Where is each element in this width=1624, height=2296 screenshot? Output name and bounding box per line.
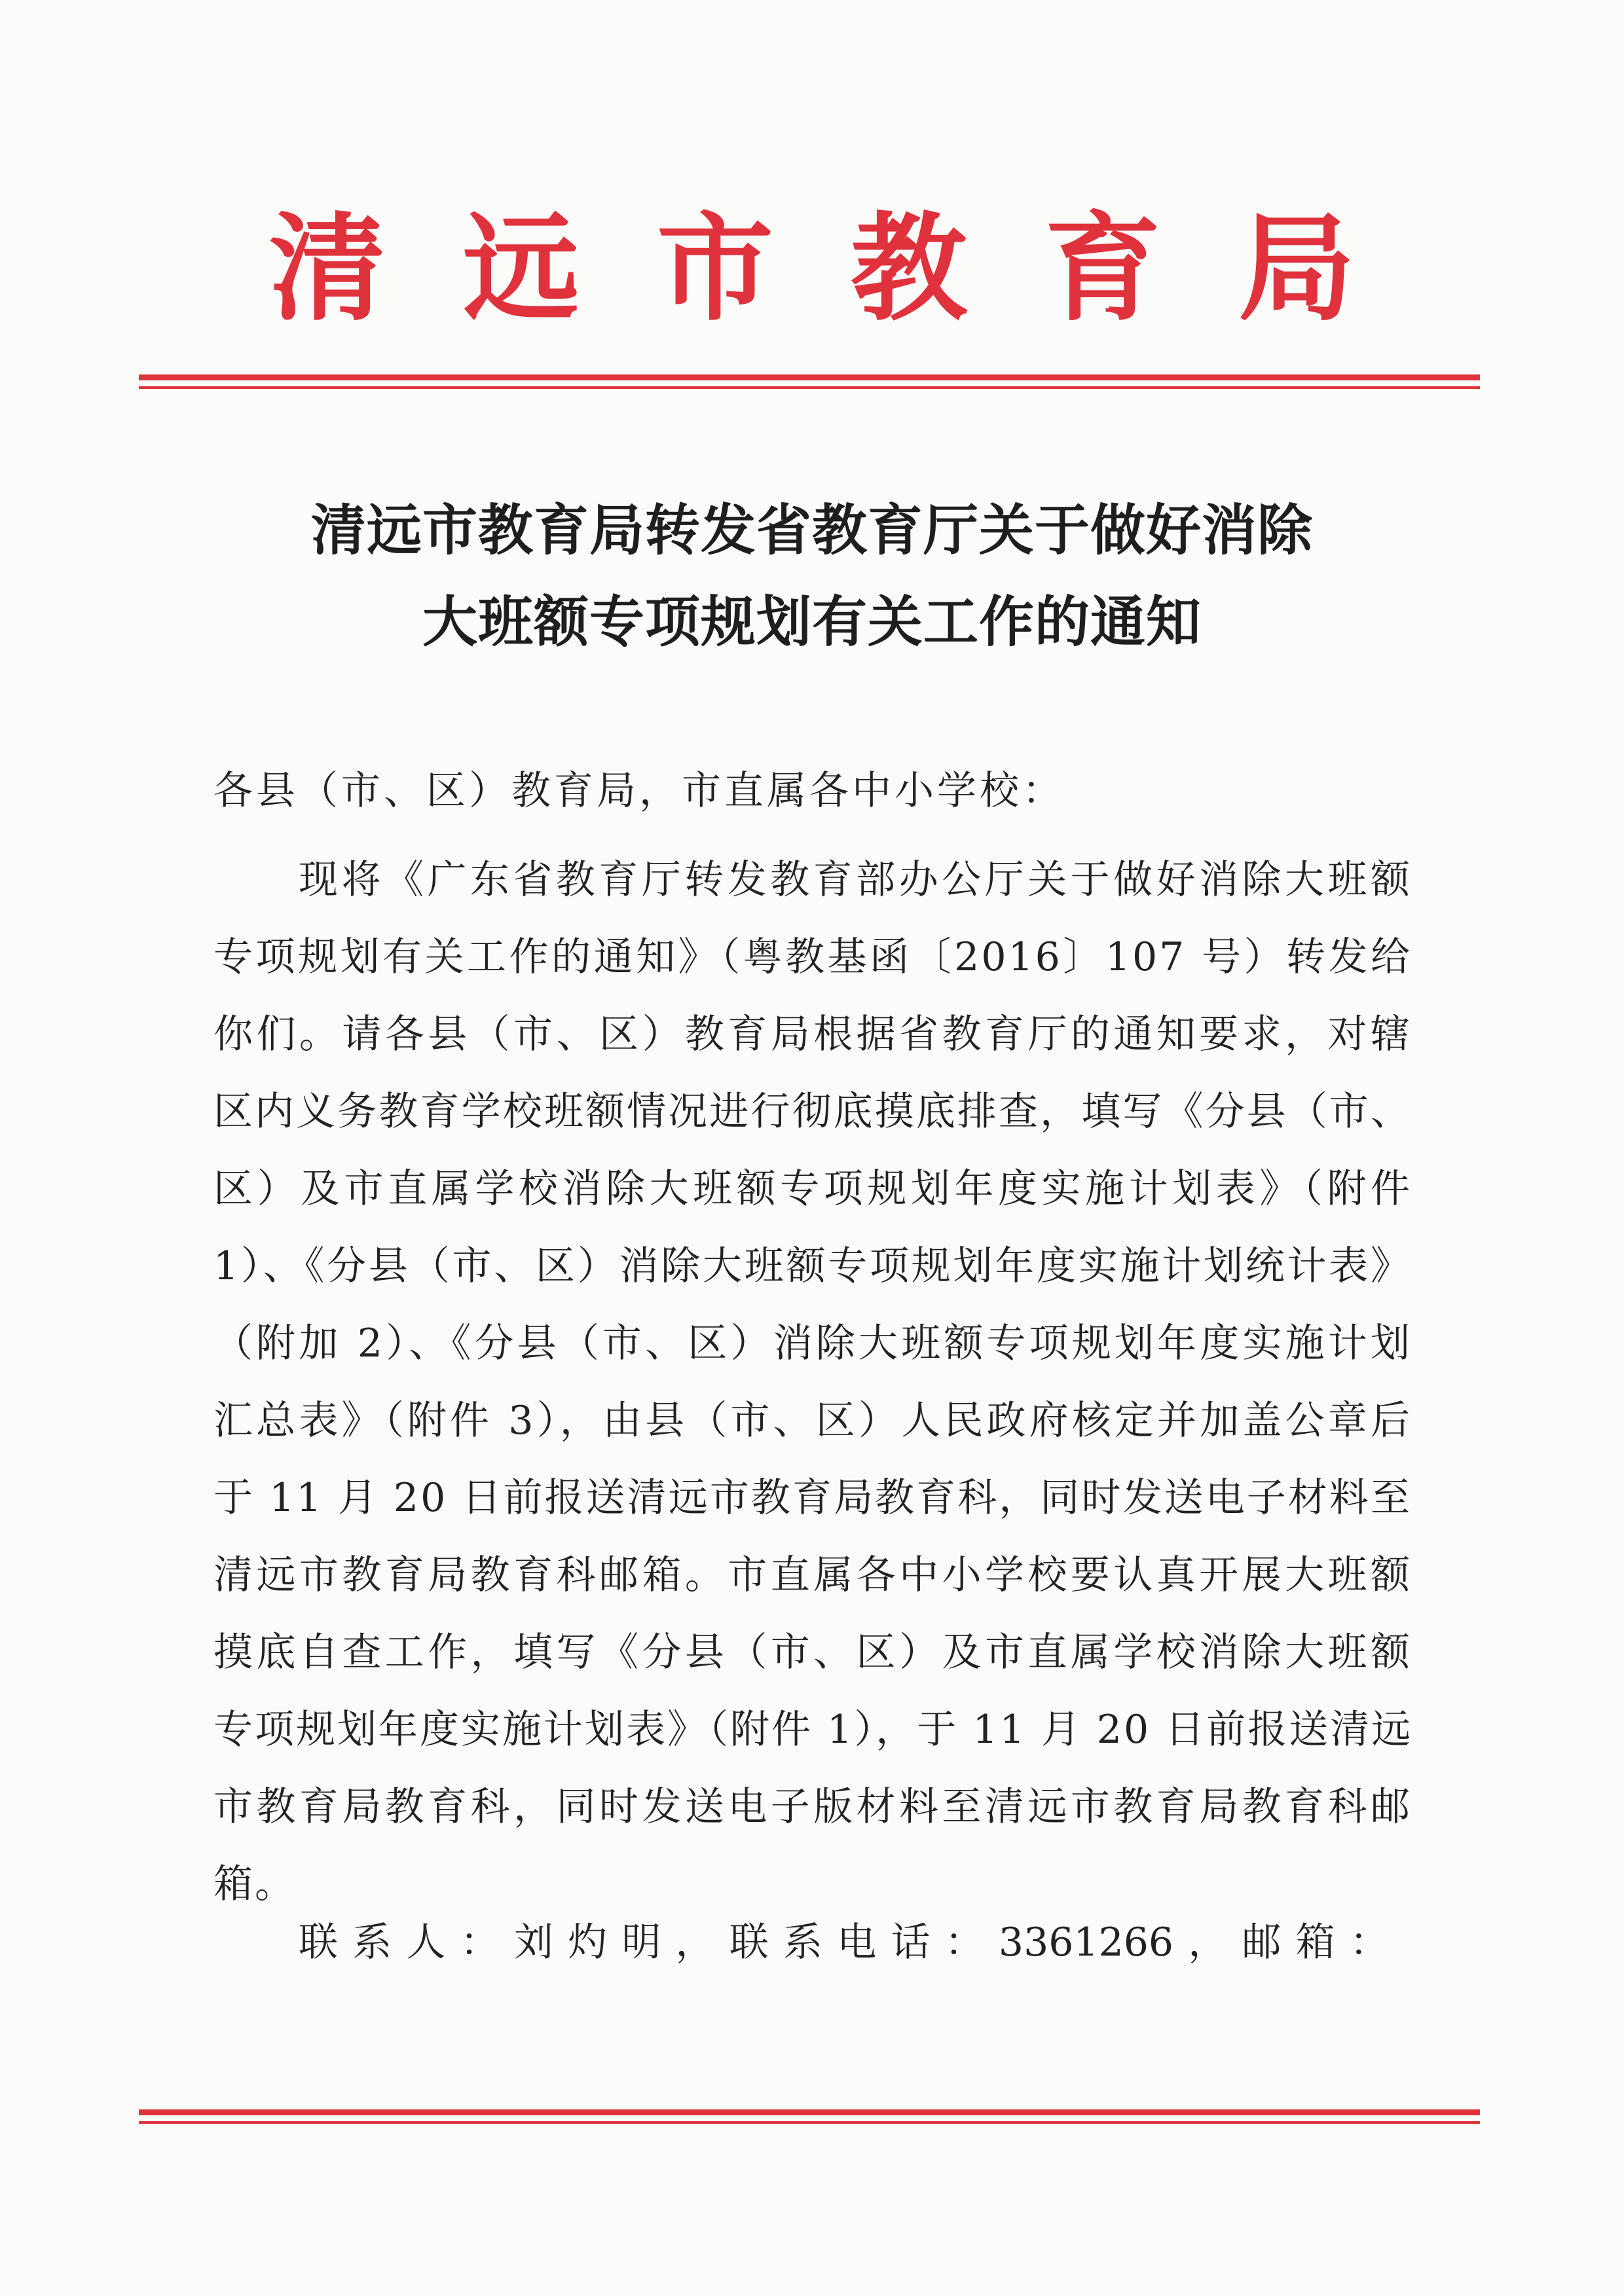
contact-line: 联系人：刘灼明，联系电话：3361266，邮箱： [299, 1920, 1389, 1965]
body-line: 汇总表》（附件 3），由县（市、区）人民政府核定并加盖公章后 [213, 1398, 1412, 1444]
notice-body [213, 841, 1412, 1923]
body-line: 专项规划有关工作的通知》（粤教基函〔2016〕107 号）转发给 [213, 934, 1412, 980]
body-line: 区内义务教育学校班额情况进行彻底摸底排查，填写《分县（市、 [213, 1089, 1412, 1135]
body-line: 市教育局教育科，同时发送电子版材料至清远市教育局教育科邮 [213, 1784, 1412, 1830]
notice-title-line-1: 清远市教育局转发省教育厅关于做好消除 [310, 498, 1313, 562]
header-red-rule [139, 374, 1480, 389]
body-line: （附加 2）、《分县（市、区）消除大班额专项规划年度实施计划 [213, 1321, 1412, 1366]
body-line: 你们。请各县（市、区）教育局根据省教育厅的通知要求，对辖 [213, 1011, 1412, 1057]
body-line: 清远市教育局教育科邮箱。市直属各中小学校要认真开展大班额 [213, 1552, 1412, 1598]
footer-red-rule [139, 2109, 1480, 2124]
body-line: 区）及市直属学校消除大班额专项规划年度实施计划表》（附件 [213, 1166, 1412, 1212]
notice-title-line-2: 大班额专项规划有关工作的通知 [422, 589, 1202, 654]
body-line: 专项规划年度实施计划表》（附件 1），于 11 月 20 日前报送清远 [213, 1707, 1413, 1753]
organization-header: 清远市教育局 [269, 200, 1432, 337]
body-line: 摸底自查工作，填写《分县（市、区）及市直属学校消除大班额 [213, 1630, 1412, 1675]
notice-title [0, 484, 1624, 668]
body-line: 现将《广东省教育厅转发教育部办公厅关于做好消除大班额 [299, 857, 1412, 903]
salutation: 各县（市、区）教育局，市直属各中小学校： [213, 768, 1065, 814]
body-line: 于 11 月 20 日前报送清远市教育局教育科，同时发送电子材料至 [213, 1475, 1412, 1521]
body-line: 1）、《分县（市、区）消除大班额专项规划年度实施计划统计表》 [213, 1243, 1412, 1289]
body-line: 箱。 [213, 1861, 296, 1907]
